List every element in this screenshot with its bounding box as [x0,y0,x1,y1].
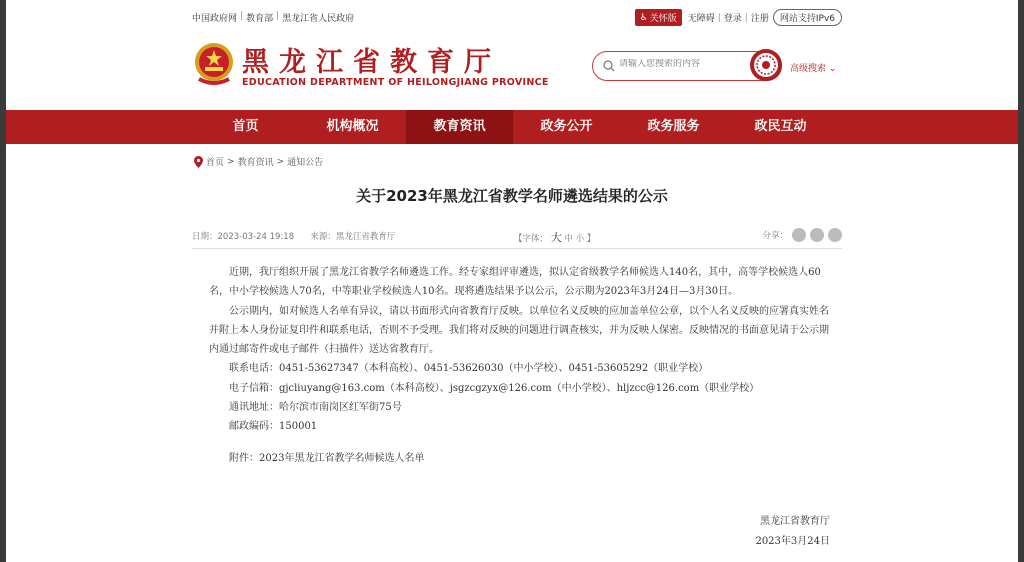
font-medium-button[interactable]: 中 [564,234,573,244]
nav-home[interactable]: 首页 [232,119,259,134]
top-links [192,11,354,24]
browser-page [6,0,1018,562]
article-body [209,263,837,468]
article-meta [192,228,842,244]
signer: 黑龙江省教育厅 [760,516,830,527]
font-size-suffix: 】 [586,234,596,244]
site-subtitle: EDUCATION DEPARTMENT OF HEILONGJIANG PROVINCE [242,77,549,88]
search-submit-seal-icon[interactable] [749,48,783,82]
nav-public-affairs[interactable]: 政务公开 [540,119,593,134]
breadcrumb-news[interactable]: 教育资讯 [237,158,274,168]
advanced-search-link[interactable] [790,61,836,74]
separator: | [240,11,244,21]
register-link[interactable]: 注册 [750,14,769,24]
share-bar [762,228,842,242]
article-date: 日期：2023-03-24 19:18 [192,232,295,242]
contact-address: 通讯地址：哈尔滨市南岗区红军街75号 [229,402,402,414]
site-title[interactable]: 黑龙江省教育厅 [242,47,501,78]
sign-date: 2023年3月24日 [755,536,830,547]
article-paragraph-1: 近期，我厅组织开展了黑龙江省教学名师遴选工作。经专家组评审遴选，拟认定省级教学名师候选人140名，其中，高等学校候选人60名，中小学校候选人70名，中等职业学校候选人10名。现将遴选结果予以公示，公示期为2023年3月24日—3月30日。 [209,267,821,298]
font-small-button[interactable]: 小 [575,234,585,244]
login-link[interactable]: 登录 [723,14,742,24]
contact-phone: 联系电话：0451-53627347（本科高校）、0451-53626030（中小学校）、0451-53605292（职业学校） [229,363,709,375]
font-size-control [514,229,595,245]
chevron-down-icon: ⌄ [828,64,837,74]
top-bar [192,9,842,25]
care-label: 关怀版 [649,14,677,24]
article-paragraph-2: 公示期内，如对候选人名单有异议，请以书面形式向省教育厅反映。以单位名义反映的应加盖单位公章，以个人名义反映的应署真实姓名并附上本人身份证复印件和联系电话，否则不予受理。我们将对反映的问题进行调查核实，并为反映人保密。反映情况的书面意见请于公示期内通过邮寄件或电子邮件（扫描件）送达省教育厅。 [209,305,829,356]
nav-interaction[interactable]: 政民互动 [754,119,807,134]
separator: | [717,12,721,23]
font-size-prefix: 【字体： [514,234,549,244]
meta-spacer [297,232,308,242]
nav-items [192,110,842,144]
qzone-share-icon[interactable] [828,228,842,242]
breadcrumb-separator: > [227,156,235,167]
contact-email: 电子信箱：gjcliuyang@163.com（本科高校）、jsgzcgzyx@126.com（中小学校）、hljzcc@126.com（职业学校） [229,382,760,394]
article-date-source [192,230,395,242]
breadcrumb-home[interactable]: 首页 [206,158,225,168]
main-nav [6,110,1018,144]
weibo-share-icon[interactable] [810,228,824,242]
location-pin-icon [194,156,203,168]
care-icon: ♿ [639,12,648,23]
top-link-gov[interactable]: 中国政府网 [192,14,238,24]
national-emblem-icon[interactable] [193,41,235,87]
search-icon[interactable] [603,60,615,72]
wechat-share-icon[interactable] [792,228,806,242]
top-link-province[interactable]: 黑龙江省人民政府 [282,14,355,24]
separator: | [276,11,280,21]
accessible-link[interactable]: 无障碍 [687,14,715,24]
advanced-search-label: 高级搜索 [790,64,827,74]
share-label: 分享： [762,231,788,241]
search-input[interactable] [619,59,739,69]
nav-services[interactable]: 政务服务 [647,119,700,134]
divider [192,248,842,249]
breadcrumb-notices[interactable]: 通知公告 [287,158,324,168]
attachment-link[interactable]: 附件：2023年黑龙江省教学名师候选人名单 [229,452,425,464]
breadcrumb-separator: > [276,156,285,167]
article-signature [755,512,830,552]
font-large-button[interactable]: 大 [550,231,562,244]
contact-postcode: 邮政编码：150001 [229,421,318,433]
nav-news[interactable]: 教育资讯 [406,110,513,144]
top-right-links [635,9,842,26]
article-title: 关于2023年黑龙江省教学名师遴选结果的公示 [356,187,668,205]
care-mode-button[interactable] [635,9,682,26]
top-link-moe[interactable]: 教育部 [246,14,274,24]
article-source: 来源：黑龙江省教育厅 [310,232,396,242]
nav-about[interactable]: 机构概况 [326,119,379,134]
spacer [209,437,837,449]
breadcrumb [194,155,323,168]
ipv6-badge[interactable]: 网站支持IPv6 [773,9,842,26]
separator: | [744,12,748,23]
